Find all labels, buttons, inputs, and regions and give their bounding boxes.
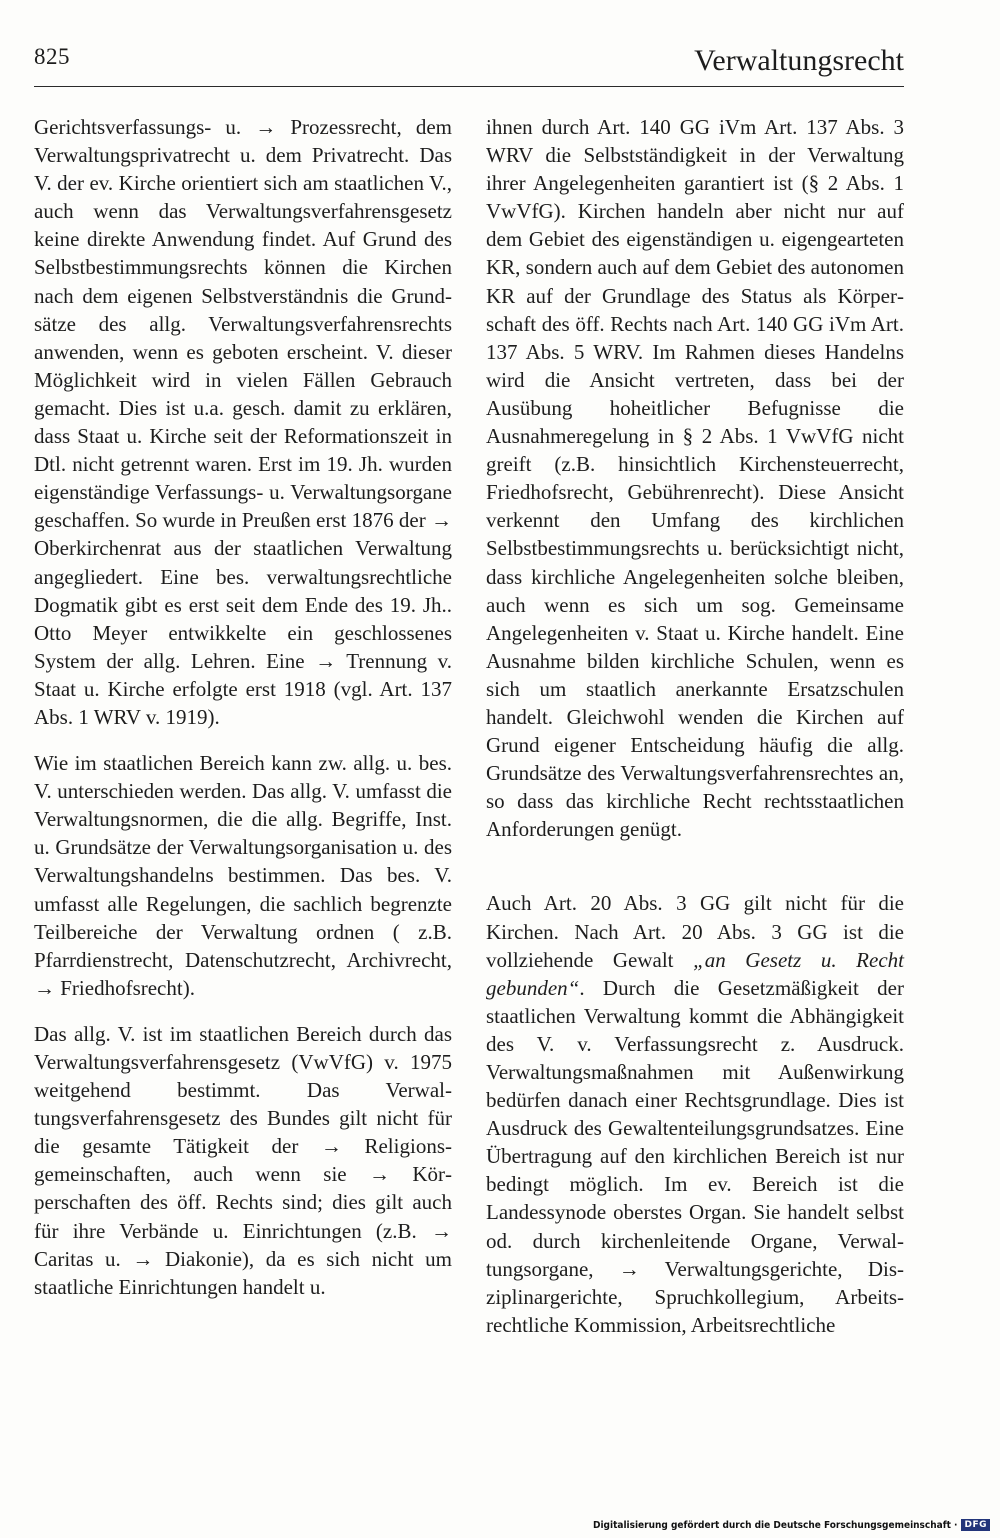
right-column [486,113,904,1339]
paragraph: Wie im staatlichen Bereich kann zw. allg. u. bes. V. unterschieden werden. Das allg. V. umfasst die Verwaltungsnormen, die die allg. Begriffe, Inst. u. Grundsätze der Verwaltungsorganisation u. des Verwaltungshandelns bestimmen. Das bes. V. umfasst alle Regelungen, die sachlich begrenzte Teilbereiche der Verwaltung ordnen ( z.B. Pfarrdienstrecht, Datenschutzrecht, Archivrecht, → Friedhofsrecht). [34,751,452,1000]
left-column [34,113,452,1301]
dfg-logo: DFG [961,1519,990,1531]
paragraph: ihnen durch Art. 140 GG iVm Art. 137 Abs. 3 WRV die Selbstständigkeit in der Verwaltung ihrer Angelegenheiten garantiert ist (§ 2 Abs. 1 VwVfG). Kirchen handeln aber nicht nur auf dem Gebiet des eigenständigen u. eigengearteten KR, sondern auch auf dem Gebiet des autonomen KR auf der Grundlage des Status als Körperschaft des öff. Rechts nach Art. 140 GG iVm Art. 137 Abs. 5 WRV. Im Rahmen dieses Handelns wird die Ansicht vertreten, dass bei der Ausübung hoheitlicher Befugnisse die Ausnahmeregelung in § 2 Abs. 1 VwVfG nicht greift (z.B. hinsichtlich Kirchensteuerrecht, Friedhofsrecht, Gebührenrecht). Diese Ansicht verkennt den Umfang des kirchlichen Selbstbestimmungsrechts u. berücksichtigt nicht, dass kirchliche Angelegenheiten solche bleiben, auch wenn es sich um sog. Gemeinsame Angelegenheiten v. Staat u. Kirche handelt. Eine Ausnahme bilden kirchliche Schulen, wenn es sich um staatlich anerkannte Ersatzschulen handelt. Gleichwohl wenden die Kirchen auf Grund eigener Entscheidung häufig die allg. Grundsätze des Verwaltungsverfahrensrechtes an, so dass das kirchliche Recht rechtsstaatlichen Anforderungen genügt. [486,115,904,842]
header-rule [34,86,904,87]
paragraph: Das allg. V. ist im staatlichen Bereich durch das Verwaltungsverfahrensgesetz (VwVfG) v. 1975 weitgehend bestimmt. Das Verwaltungsverfahrensgesetz des Bundes gilt nicht für die gesamte Tätigkeit der → Religionsgemeinschaften, auch wenn sie → Körperschaften des öff. Rechts sind; dies gilt auch für ihre Verbände u. Einrichtungen (z.B. → Caritas u. → Diakonie), da es sich nicht um staatliche Einrichtungen handelt u. [34,1021,452,1299]
quote-emphasis: „an Gesetz u. Recht gebunden“ [486,947,904,1000]
page-number: 825 [34,44,70,69]
paragraph: Gerichtsverfassungs- u. → Prozessrecht, dem Verwaltungsprivatrecht u. dem Privatrecht. Das V. der ev. Kirche orientiert sich am staatlichen V., auch wenn das Verwaltungsverfahrensgesetz keine direkte Anwendung findet. Auf Grund des Selbstbestimmungsrechts können die Kirchen nach dem eigenen Selbstverständnis die Grundsätze des allg. Verwaltungsverfahrensrechts anwenden, wenn es geboten erscheint. V. dieser Möglichkeit wird in vielen Fällen Gebrauch gemacht. Dies ist u.a. gesch. damit zu erklären, dass Staat u. Kirche seit der Reformationszeit in Dtl. nicht getrennt waren. Erst im 19. Jh. wurden eigenständige Verfassungs- u. Verwaltungsorgane geschaffen. So wurde in Preußen erst 1876 der → Oberkirchenrat aus der staatlichen Verwaltung angegliedert. Eine bes. verwaltungsrechtliche Dogmatik gibt es erst seit dem Ende des 19. Jh.. Otto Meyer entwikkelte ein geschlossenes System der allg. Lehren. Eine → Trennung v. Staat u. Kirche erfolgte erst 1918 (vgl. Art. 137 Abs. 1 WRV v. 1919). [34,115,452,729]
running-head: Verwaltungsrecht [694,44,904,77]
paragraph-text: . Durch die Gesetzmäßigkeit der staatlichen Verwaltung kommt die Abhängigkeit des V. v. Verfassungsrecht z. Ausdruck. Verwaltungsmaßnahmen mit Außenwirkung bedürfen danach einer Rechtsgrundlage. Dies ist Ausdruck des Gewaltenteilungsgrundsatzes. Eine Übertragung auf den kirchlichen Bereich ist nur bedingt möglich. Im ev. Bereich ist die Landessynode oberstes Organ. Sie handelt selbst od. durch kirchenleitende Organe, Verwaltungsorgane, → Verwaltungsgerichte, Disziplinargerichte, Spruchkollegium, Arbeitsrechtliche Kommission, Arbeitsrechtliche [486,975,904,1337]
paragraph [486,889,904,1339]
digitization-credit [593,1519,990,1531]
credit-text: Digitalisierung gefördert durch die Deutsche Forschungsgemeinschaft · [593,1519,958,1531]
paragraph-text: Auch Art. 20 Abs. 3 GG gilt nicht für die Kirchen. Nach Art. 20 Abs. 3 GG ist die vollziehende Gewalt [486,891,904,972]
